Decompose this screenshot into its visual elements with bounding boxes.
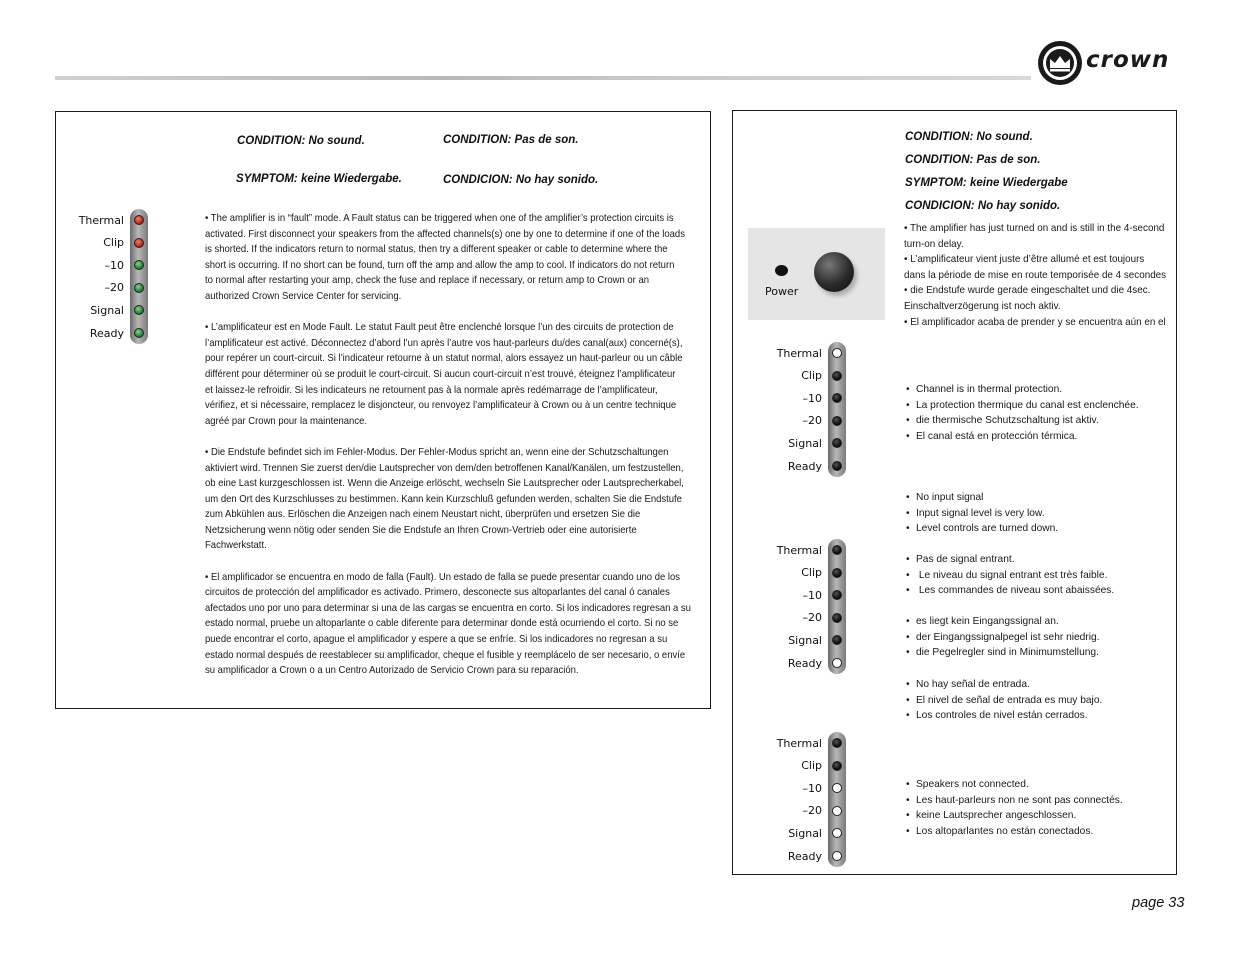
power-panel-illustration	[748, 228, 885, 320]
led-white-icon	[832, 658, 842, 668]
list-item: • der Eingangssignalpegel ist sehr niedrig.	[906, 630, 1100, 646]
led-label: Clip	[103, 236, 124, 250]
led-bar	[828, 539, 846, 674]
text-line: Einschaltverzögerung ist noch aktiv.	[904, 300, 1061, 312]
led-label: Signal	[788, 436, 822, 450]
led-label: Ready	[89, 326, 124, 340]
led-indicator-stack-no-signal	[758, 543, 848, 675]
led-label: Signal	[90, 303, 124, 317]
text-line: estado normal, pruebe un altoparlante o cable diferente para determinar donde está ocurriendo el corto. Si no se	[205, 618, 679, 630]
led-label: –10	[104, 258, 124, 272]
led-label: –20	[802, 804, 822, 818]
condition-de: SYMPTOM: keine Wiedergabe.	[236, 173, 402, 185]
led-indicator-stack-fault	[60, 213, 150, 345]
power-knob-icon	[814, 252, 854, 292]
no-signal-bullets-de	[906, 614, 1100, 661]
fault-description	[205, 211, 691, 694]
list-item: • El nivel de señal de entrada es muy bajo.	[906, 693, 1102, 709]
led-label: Clip	[801, 369, 822, 383]
list-item: • Channel is in thermal protection.	[906, 382, 1139, 398]
list-item: • Pas de signal entrant.	[906, 552, 1114, 568]
led-label: Thermal	[776, 736, 822, 750]
text-line: agréé par Crown pour la maintenance.	[205, 415, 367, 427]
text-line: • L’amplificateur est en Mode Fault. Le statut Fault peut être enclenché lorsque l’un des circuits de protection de	[205, 322, 674, 334]
led-black-icon	[832, 761, 842, 771]
led-label: Thermal	[78, 213, 124, 227]
led-label: Signal	[788, 826, 822, 840]
power-label: Power	[765, 285, 799, 298]
text-line: circuitos de protección del amplificador es activado. Primero, desconecte sus altoparlantes del canal ó canales	[205, 587, 670, 599]
paragraph-de	[205, 445, 691, 554]
text-line: to normal after restarting your amp, check the fuse and replace if necessary, or return amp to Crown or an	[205, 275, 650, 287]
text-line: vérifiez, et si nécessaire, remplacez le disjoncteur, ou renvoyez l’amplificateur à Crown ou à un centre technique	[205, 400, 677, 412]
text-line: Fachwerkstatt.	[205, 540, 267, 552]
list-item: • Les haut-parleurs non ne sont pas connectés.	[906, 793, 1123, 809]
list-item: • die Pegelregler sind in Minimumstellung.	[906, 645, 1100, 661]
power-led-icon	[775, 265, 788, 276]
text-line: um den Ort des Kurzschlusses zu bestimmen. Kann kein Kurzschluß gefunden werden, schalten Sie die Endstufe	[205, 493, 682, 505]
led-label: Signal	[788, 633, 822, 647]
text-line: short is occurring. If no short can be found, turn off the amp and allow the amp to cool. If indicators do not return	[205, 259, 675, 271]
list-item: • die thermische Schutzschaltung ist aktiv.	[906, 413, 1139, 429]
led-label: –10	[802, 588, 822, 602]
list-item: • No hay señal de entrada.	[906, 677, 1102, 693]
text-line: pour repérer un court-circuit. Si l’indicateur retourne à un statut normal, alors essayez un haut-parleur ou un câble	[205, 353, 683, 365]
right-condition-es: CONDICION: No hay sonido.	[905, 200, 1061, 212]
no-signal-bullets-es	[906, 677, 1102, 724]
thermal-bullets	[906, 382, 1139, 444]
paragraph-en	[205, 211, 691, 305]
condition-en: CONDITION: No sound.	[237, 135, 365, 147]
right-condition-de: SYMPTOM: keine Wiedergabe	[905, 177, 1068, 189]
right-condition-en: CONDITION: No sound.	[905, 131, 1033, 143]
led-label: Ready	[787, 849, 822, 863]
led-bar	[130, 209, 148, 344]
text-line: • The amplifier is in “fault” mode. A Fault status can be triggered when one of the amplifier’s protection circuits is	[205, 213, 674, 224]
right-condition-fr: CONDITION: Pas de son.	[905, 154, 1041, 166]
led-white-icon	[832, 851, 842, 861]
led-black-icon	[832, 371, 842, 381]
text-line: is shorted. If the indicators return to normal status, then try a different speaker or cable to determine where the	[205, 244, 668, 256]
led-label: Ready	[787, 459, 822, 473]
power-description	[904, 221, 1166, 330]
list-item: • Los altoparlantes no están conectados.	[906, 824, 1123, 840]
led-red-icon	[134, 215, 144, 225]
no-speakers-bullets	[906, 777, 1123, 839]
list-item: • El canal está en protección térmica.	[906, 429, 1139, 445]
header-rule	[55, 76, 1031, 80]
text-line: ob eine Last kurzgeschlossen ist. Wenn die Anzeige erlöscht, wechseln Sie Lautsprecher oder Lautsprecherkabel,	[205, 478, 684, 490]
text-line: • The amplifier has just turned on and is still in the 4-second	[904, 223, 1165, 234]
led-label: Thermal	[776, 346, 822, 360]
led-red-icon	[134, 238, 144, 248]
led-label: –10	[802, 781, 822, 795]
paragraph-es	[205, 570, 691, 679]
led-black-icon	[832, 613, 842, 623]
paragraph-fr	[205, 320, 691, 429]
text-line: et laissez-le refroidir. Si les indicateurs ne retournent pas à la normale après redémarrage de l’amplificateur,	[205, 384, 658, 396]
led-white-icon	[832, 806, 842, 816]
text-line: afectados uno por uno para determinar si una de las cargas se encuentra en corto. Si los indicadores regresan a su	[205, 602, 691, 614]
led-label: Thermal	[776, 543, 822, 557]
text-line: activated. First disconnect your speakers from the affected channels(s) one by one to determine if one of the loads	[205, 228, 685, 240]
text-line: différent pour déterminer où se produit le court-circuit. Si aucun court-circuit n’est trouvé, éteignez l’amplificateur	[205, 368, 676, 380]
led-label: –20	[802, 414, 822, 428]
list-item: • No input signal	[906, 490, 1058, 506]
page-number: page 33	[1132, 895, 1185, 911]
text-line: • L’amplificateur vient juste d’être allumé et est toujours	[904, 254, 1145, 266]
list-item: • La protection thermique du canal est enclenchée.	[906, 398, 1139, 414]
led-black-icon	[832, 545, 842, 555]
no-signal-bullets-fr	[906, 552, 1114, 599]
list-item: • keine Lautsprecher angeschlossen.	[906, 808, 1123, 824]
list-item: • Speakers not connected.	[906, 777, 1123, 793]
text-line: • Die Endstufe befindet sich im Fehler-Modus. Der Fehler-Modus spricht an, wenn eine der Schutzschaltungen	[205, 446, 669, 458]
led-indicator-stack-thermal	[758, 346, 848, 478]
led-label: –20	[104, 281, 124, 295]
text-line: puede encontrar el corto, apague el amplificador y espere a que se enfríe. Si los indicadores no regresan a su	[205, 634, 668, 646]
text-line: • El amplificador se encuentra en modo de falla (Fault). Un estado de falla se puede presentar cuando uno de los	[205, 571, 681, 583]
text-line: estado normal después de reestablecer su amplificador, cheque el fusible y reemplácelo de ser necesario, o envíe	[205, 649, 686, 661]
led-green-icon	[134, 283, 144, 293]
led-black-icon	[832, 461, 842, 471]
text-line: • El amplificador acaba de prender y se encuentra aún en el	[904, 316, 1166, 328]
logo-text: crown	[1086, 47, 1170, 73]
text-line: su amplificador a Crown o a un Centro Autorizado de Servicio Crown para su reparación.	[205, 665, 579, 677]
text-line: aktiviert wird. Trennen Sie zuerst den/die Lautsprecher von dem/den betroffenen Kanal/Kanälen, um festzustellen,	[205, 462, 684, 474]
list-item: • Le niveau du signal entrant est très faible.	[906, 568, 1114, 584]
list-item: • es liegt kein Eingangssignal an.	[906, 614, 1100, 630]
led-label: –10	[802, 391, 822, 405]
list-item: • Los controles de nivel están cerrados.	[906, 708, 1102, 724]
crown-logo	[1036, 38, 1186, 88]
led-black-icon	[832, 416, 842, 426]
no-signal-bullets-en	[906, 490, 1058, 537]
list-item: • Les commandes de niveau sont abaissées.	[906, 583, 1114, 599]
led-label: Clip	[801, 566, 822, 580]
text-line: dans la période de mise en route temporisée de 4 secondes	[904, 269, 1167, 281]
text-line: authorized Crown Service Center for servicing.	[205, 290, 402, 302]
led-bar	[828, 342, 846, 477]
led-green-icon	[134, 328, 144, 338]
led-indicator-stack-no-speakers	[758, 736, 848, 868]
text-line: • die Endstufe wurde gerade eingeschaltet und die 4sec.	[904, 285, 1151, 297]
led-bar	[828, 732, 846, 867]
led-label: Ready	[787, 656, 822, 670]
list-item: • Input signal level is very low.	[906, 506, 1058, 522]
text-line: turn-on delay.	[904, 238, 964, 250]
list-item: • Level controls are turned down.	[906, 521, 1058, 537]
text-line: zum Abkühlen aus. Erlöschen die Anzeigen nach einem Neustart nicht, überprüfen und ersetzen Sie die	[205, 509, 641, 521]
condition-es: CONDICION: No hay sonido.	[443, 174, 599, 186]
text-line: l’amplificateur est activé. Déconnectez d’abord l’un après l’autre vos haut-parleurs du/des canal(aux) concerné(s),	[205, 337, 683, 349]
led-white-icon	[832, 348, 842, 358]
condition-fr: CONDITION: Pas de son.	[443, 134, 579, 146]
led-label: Clip	[801, 759, 822, 773]
led-black-icon	[832, 738, 842, 748]
crown-emblem-icon	[1036, 38, 1084, 88]
led-label: –20	[802, 611, 822, 625]
text-line: Netzsicherung wenn nötig oder senden Sie die Endstufe an Ihren Crown-Vertrieb oder eine autorisierte	[205, 524, 637, 536]
led-black-icon	[832, 568, 842, 578]
